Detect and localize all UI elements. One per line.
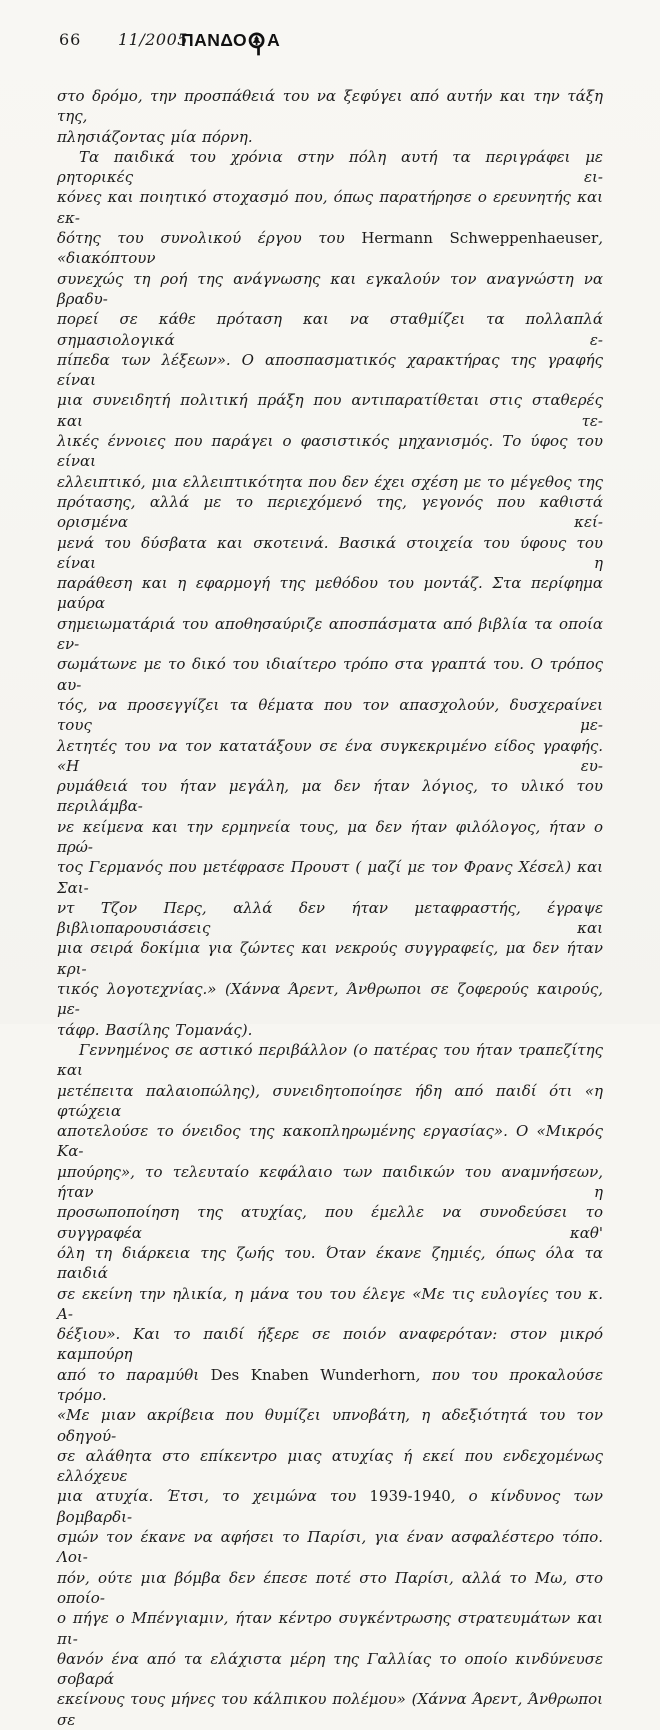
paragraph — [57, 1040, 603, 1730]
text-line: κόνες και ποιητικό στοχασμό που, όπως παρατήρησε ο ερευνητής και εκ- — [57, 188, 603, 227]
text-line: πίπεδα των λέξεων». Ο αποσπασματικός χαρακτήρας της γραφής είναι — [57, 350, 603, 390]
text-line: αποτελούσε το όνειδος της κακοπληρωμένης εργασίας». Ο «Μικρός Κα- — [57, 1122, 603, 1161]
text-line: ρυμάθειά του ήταν μεγάλη, μα δεν ήταν λόγιος, το υλικό του περιλάμβα- — [57, 777, 603, 816]
text-line: λικές έννοιες που παράγει ο φασιστικός μηχανισμός. Το ύφος του είναι — [57, 432, 603, 471]
text-line: συνεχώς τη ροή της ανάγνωσης και εγκαλούν τον αναγνώστη να βραδυ- — [57, 269, 603, 308]
text-line: τός, να προσεγγίζει τα θέματα που τον απασχολούν, δυσχεραίνει τους με- — [57, 695, 603, 735]
text-line: όλη τη διάρκεια της ζωής του. Όταν έκανε ζημιές, όπως όλα τα παιδιά — [57, 1243, 603, 1283]
text-line: σε αλάθητα στο επίκεντρο μιας ατυχίας ή εκεί που ενδεχομένως ελλόχευε — [57, 1446, 603, 1486]
text-line: δότης του συνολικού έργου του Hermann Schweppenhaeuser, «διακόπτουν — [57, 229, 603, 268]
text-line: δέξιου». Και το παιδί ήξερε σε ποιόν αναφερόταν: στον μικρό καμπούρη — [57, 1325, 603, 1364]
text-line: Γεννημένος σε αστικό περιβάλλον (ο πατέρας του ήταν τραπεζίτης και — [57, 1040, 603, 1080]
text-line: ελλειπτικό, μια ελλειπτικότητα που δεν έχει σχέση με το μέγεθος της — [57, 472, 603, 491]
page-number: 66 — [59, 30, 82, 49]
text-line: σωμάτωνε με το δικό του ιδιαίτερο τρόπο στα γραπτά του. Ο τρόπος αυ- — [57, 655, 603, 694]
text-line: μια συνειδητή πολιτική πράξη που αντιπαρατίθεται στις σταθερές και τε- — [57, 391, 603, 430]
text-line: εκείνους τους μήνες του κάλπικου πολέμου» (Χάννα Άρεντ, Άνθρωποι σε — [57, 1690, 603, 1729]
text-line: σε εκείνη την ηλικία, η μάνα του του έλεγε «Με τις ευλογίες του κ. Α- — [57, 1284, 603, 1323]
text-line: σμών τον έκανε να αφήσει το Παρίσι, για έναν ασφαλέστερο τόπο. Λοι- — [57, 1528, 603, 1567]
text-line: σημειωματάριά του αποθησαύριζε αποσπάσματα από βιβλία τα οποία εν- — [57, 614, 603, 654]
text-line: τος Γερμανός που μετέφρασε Προυστ ( μαζί με τον Φρανς Χέσελ) και Σαι- — [57, 858, 603, 897]
text-line: μενά του δύσβατα και σκοτεινά. Βασικά στοιχεία του ύφους του είναι η — [57, 533, 603, 572]
latin-text: Des Knaben Wunderhorn — [210, 1365, 416, 1384]
text-line: ντ Τζον Περς, αλλά δεν ήταν μεταφραστής, έγραψε βιβλιοπαρουσιάσεις και — [57, 898, 603, 938]
text-line: πρότασης, αλλά με το περιεχόμενό της, γεγονός που καθιστά ορισμένα κεί- — [57, 492, 603, 532]
text-line: μετέπειτα παλαιοπώλης), συνειδητοποίησε ήδη από παιδί ότι «η φτώχεια — [57, 1081, 603, 1120]
text-line: παράθεση και η εφαρμογή της μεθόδου του μοντάζ. Στα περίφημα μαύρα — [57, 574, 603, 613]
logo-text-prefix: ΠΑΝΔΟ — [181, 29, 248, 50]
text-line: πλησιάζοντας μία πόρνη. — [57, 127, 253, 146]
body-text — [57, 86, 603, 1730]
text-line: πορεί σε κάθε πρόταση και να σταθμίζει τα πολλαπλά σημασιολογικά ε- — [57, 310, 603, 349]
paragraph — [57, 86, 603, 147]
text-line: λετητές του να τον κατατάξουν σε ένα συγκεκριμένο είδος γραφής. «Η ευ- — [57, 736, 603, 775]
page-header — [59, 28, 601, 54]
issue-date: 11/2005 — [118, 30, 188, 49]
fir-tree-seal-icon — [245, 32, 269, 56]
latin-text: Hermann Schweppenhaeuser — [361, 229, 599, 248]
text-line: στο δρόμο, την προσπάθειά του να ξεφύγει από αυτήν και την τάξη της, — [57, 87, 603, 126]
text-line: νε κείμενα και την ερμηνεία τους, μα δεν ήταν φιλόλογος, ήταν ο πρώ- — [57, 817, 603, 856]
text-line: από το παραμύθι Des Knaben Wunderhorn, που του προκαλούσε τρόμο. — [57, 1365, 604, 1404]
text-line: πόν, ούτε μια βόμβα δεν έπεσε ποτέ στο Παρίσι, αλλά το Μω, στο οποίο- — [57, 1568, 603, 1607]
text-line: τάφρ. Βασίλης Τομανάς). — [57, 1020, 253, 1039]
latin-text: 1939-1940 — [369, 1487, 451, 1506]
pandora-logo — [181, 28, 280, 52]
logo-text-suffix: Α — [267, 29, 281, 50]
text-line: προσωποποίηση της ατυχίας, που έμελλε να συνοδεύσει το συγγραφέα καθ' — [57, 1203, 603, 1242]
paragraph — [57, 147, 603, 1040]
text-line: μια ατυχία. Έτσι, το χειμώνα του 1939-1940, ο κίνδυνος των βομβαρδι- — [57, 1487, 603, 1526]
text-line: ο πήγε ο Μπένγιαμιν, ήταν κέντρο συγκέντρωσης στρατευμάτων και πι- — [57, 1609, 603, 1648]
text-line: τικός λογοτεχνίας.» (Χάννα Άρεντ, Άνθρωποι σε ζοφερούς καιρούς, με- — [57, 980, 603, 1019]
text-line: μπούρης», το τελευταίο κεφάλαιο των παιδικών του αναμνήσεων, ήταν η — [57, 1162, 603, 1202]
text-line: «Με μιαν ακρίβεια που θυμίζει υπνοβάτη, η αδεξιότητά του τον οδηγού- — [57, 1406, 603, 1445]
text-line: θανόν ένα από τα ελάχιστα μέρη της Γαλλίας το οποίο κινδύνευσε σοβαρά — [57, 1649, 603, 1689]
text-line: μια σειρά δοκίμια για ζώντες και νεκρούς συγγραφείς, μα δεν ήταν κρι- — [57, 939, 603, 978]
text-line: Τα παιδικά του χρόνια στην πόλη αυτή τα περιγράφει με ρητορικές ει- — [57, 147, 603, 187]
